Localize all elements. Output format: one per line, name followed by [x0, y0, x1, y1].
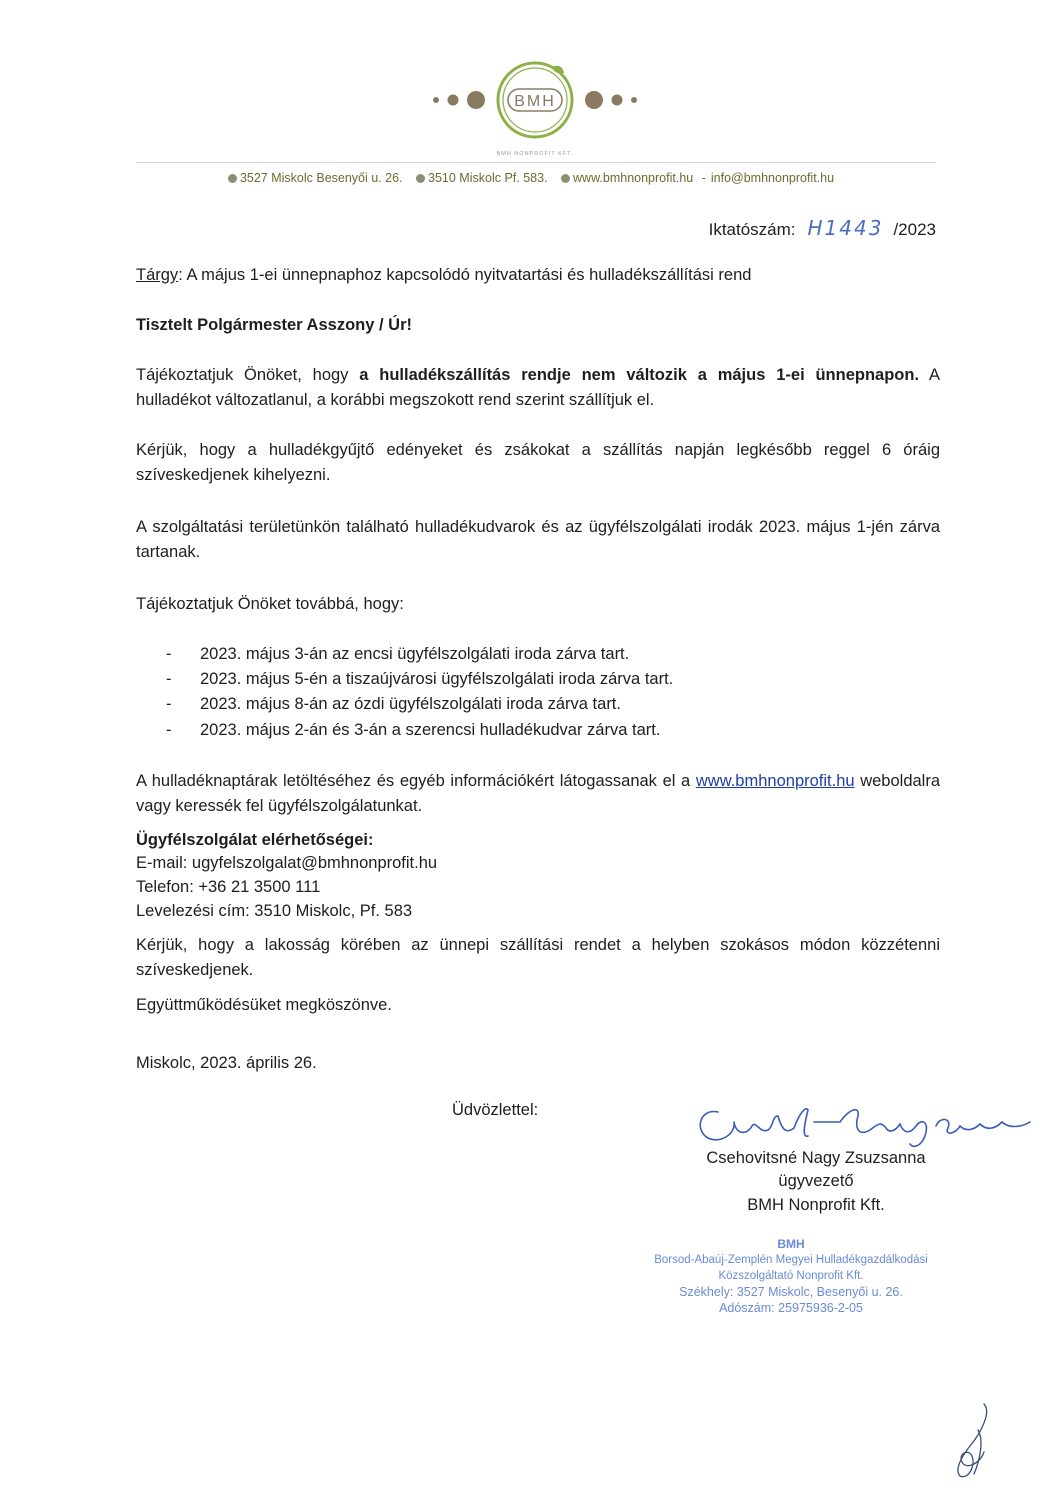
paragraph-collection-unchanged — [136, 363, 940, 413]
registry-label: Iktatószám: — [708, 220, 796, 239]
logo-dot — [467, 91, 485, 109]
logo-dot — [585, 91, 603, 109]
bullet-icon — [228, 174, 237, 183]
greeting: Üdvözlettel: — [452, 1101, 539, 1119]
list-marker: - — [166, 721, 172, 739]
address-po-box: 3510 Miskolc Pf. 583. — [428, 171, 548, 185]
address-separator: - — [701, 171, 706, 185]
signature-stroke — [700, 1109, 1030, 1147]
list-marker: - — [166, 645, 172, 663]
stamp-line: Közszolgáltató Nonprofit Kft. — [718, 1270, 864, 1282]
initials-stroke — [958, 1404, 987, 1477]
p1-start: Tájékoztatjuk Önöket, hogy — [136, 366, 360, 384]
registry-number — [709, 216, 936, 240]
initials-mark — [940, 1400, 1000, 1482]
place-date: Miskolc, 2023. április 26. — [136, 1054, 317, 1072]
logo-subtext: BMH NONPROFIT KFT. — [496, 151, 574, 157]
paragraph-closures: A szolgáltatási területünkön található hulladékudvarok és az ügyfélszolgálati irodák 2023. május 1-jén zárva tartanak. — [136, 518, 940, 561]
p1-end: A hulladékot változatlanul, a korábbi megszokott rend szerint szállítjuk el. — [136, 366, 940, 409]
list-item — [166, 718, 660, 743]
signatory-title: ügyvezető — [778, 1172, 854, 1190]
stamp-line: Székhely: 3527 Miskolc, Besenyői u. 26. — [679, 1285, 903, 1299]
list-marker: - — [166, 670, 172, 688]
bullet-icon — [416, 174, 425, 183]
contact-postal: Levelezési cím: 3510 Miskolc, Pf. 583 — [136, 902, 413, 920]
bmh-logo — [420, 55, 650, 163]
list-item — [166, 667, 673, 692]
stamp-line: Borsod-Abaúj-Zemplén Megyei Hulladékgazdálkodási — [654, 1254, 928, 1266]
address-website[interactable]: www.bmhnonprofit.hu — [573, 171, 694, 185]
registry-handwritten-number: H1443 — [807, 216, 884, 240]
contacts-heading-text: Ügyfélszolgálat elérhetőségei: — [136, 831, 374, 849]
bullet-icon — [561, 174, 570, 183]
registry-year: /2023 — [893, 220, 936, 239]
list-marker: - — [166, 695, 172, 713]
logo-dot — [433, 97, 439, 103]
thanks-line: Együttműködésüket megköszönve. — [136, 996, 392, 1014]
list-item-text: 2023. május 5-én a tiszaújvárosi ügyfélszolgálati iroda zárva tart. — [200, 670, 674, 688]
website-link[interactable]: www.bmhnonprofit.hu — [695, 772, 855, 790]
paragraph-website — [136, 769, 940, 819]
list-item — [166, 692, 621, 717]
logo-dot — [612, 95, 623, 106]
stamp-name: BMH — [777, 1237, 805, 1251]
salutation-text: Tisztelt Polgármester Asszony / Úr! — [136, 316, 412, 334]
header-divider — [136, 162, 936, 163]
logo-dot — [631, 97, 637, 103]
paragraph-publish-request: Kérjük, hogy a lakosság körében az ünnepi szállítási rendet a helyben szokásos módon közzétenni szíveskedjenek. — [136, 936, 940, 979]
stamp-line: Adószám: 25975936-2-05 — [719, 1301, 863, 1315]
subject-line — [136, 263, 940, 288]
list-item — [166, 642, 629, 667]
contact-email: E-mail: ugyfelszolgalat@bmhnonprofit.hu — [136, 854, 438, 872]
p5-end: weboldalra vagy keressék fel ügyfélszolgálatunkat. — [136, 772, 941, 815]
p1-bold: a hulladékszállítás rendje nem változik a május 1-ei ünnepnapon. — [359, 366, 920, 384]
list-item-text: 2023. május 8-án az ózdi ügyfélszolgálati iroda zárva tart. — [200, 695, 621, 713]
logo-dot — [448, 95, 459, 106]
paragraph-bin-placement: Kérjük, hogy a hulladékgyűjtő edényeket és zsákokat a szállítás napján legkésőbb reggel 6 óráig szíveskedjenek kihelyezni. — [136, 441, 940, 484]
subject-label: Tárgy — [136, 266, 179, 284]
header-address-line — [0, 171, 1062, 185]
company-stamp — [636, 1236, 946, 1316]
address-street: 3527 Miskolc Besenyői u. 26. — [239, 171, 403, 185]
p5-start: A hulladéknaptárak letöltéséhez és egyéb információkért látogassanak el a — [136, 772, 696, 790]
logo-leaf-icon — [552, 66, 564, 74]
salutation — [136, 313, 940, 338]
paragraph-further-info: Tájékoztatjuk Önöket továbbá, hogy: — [136, 595, 404, 613]
contacts-heading — [136, 828, 940, 853]
logo-text: BMH — [514, 93, 556, 110]
address-email[interactable]: info@bmhnonprofit.hu — [710, 171, 835, 185]
signatory-name: Csehovitsné Nagy Zsuzsanna — [706, 1149, 926, 1167]
list-item-text: 2023. május 3-án az encsi ügyfélszolgálati iroda zárva tart. — [200, 645, 630, 663]
list-item-text: 2023. május 2-án és 3-án a szerencsi hulladékudvar zárva tart. — [200, 721, 661, 739]
subject-text: : A május 1-ei ünnepnaphoz kapcsolódó nyitvatartási és hulladékszállítási rend — [178, 266, 752, 284]
contact-phone: Telefon: +36 21 3500 111 — [136, 878, 321, 896]
signatory-company: BMH Nonprofit Kft. — [747, 1196, 885, 1214]
